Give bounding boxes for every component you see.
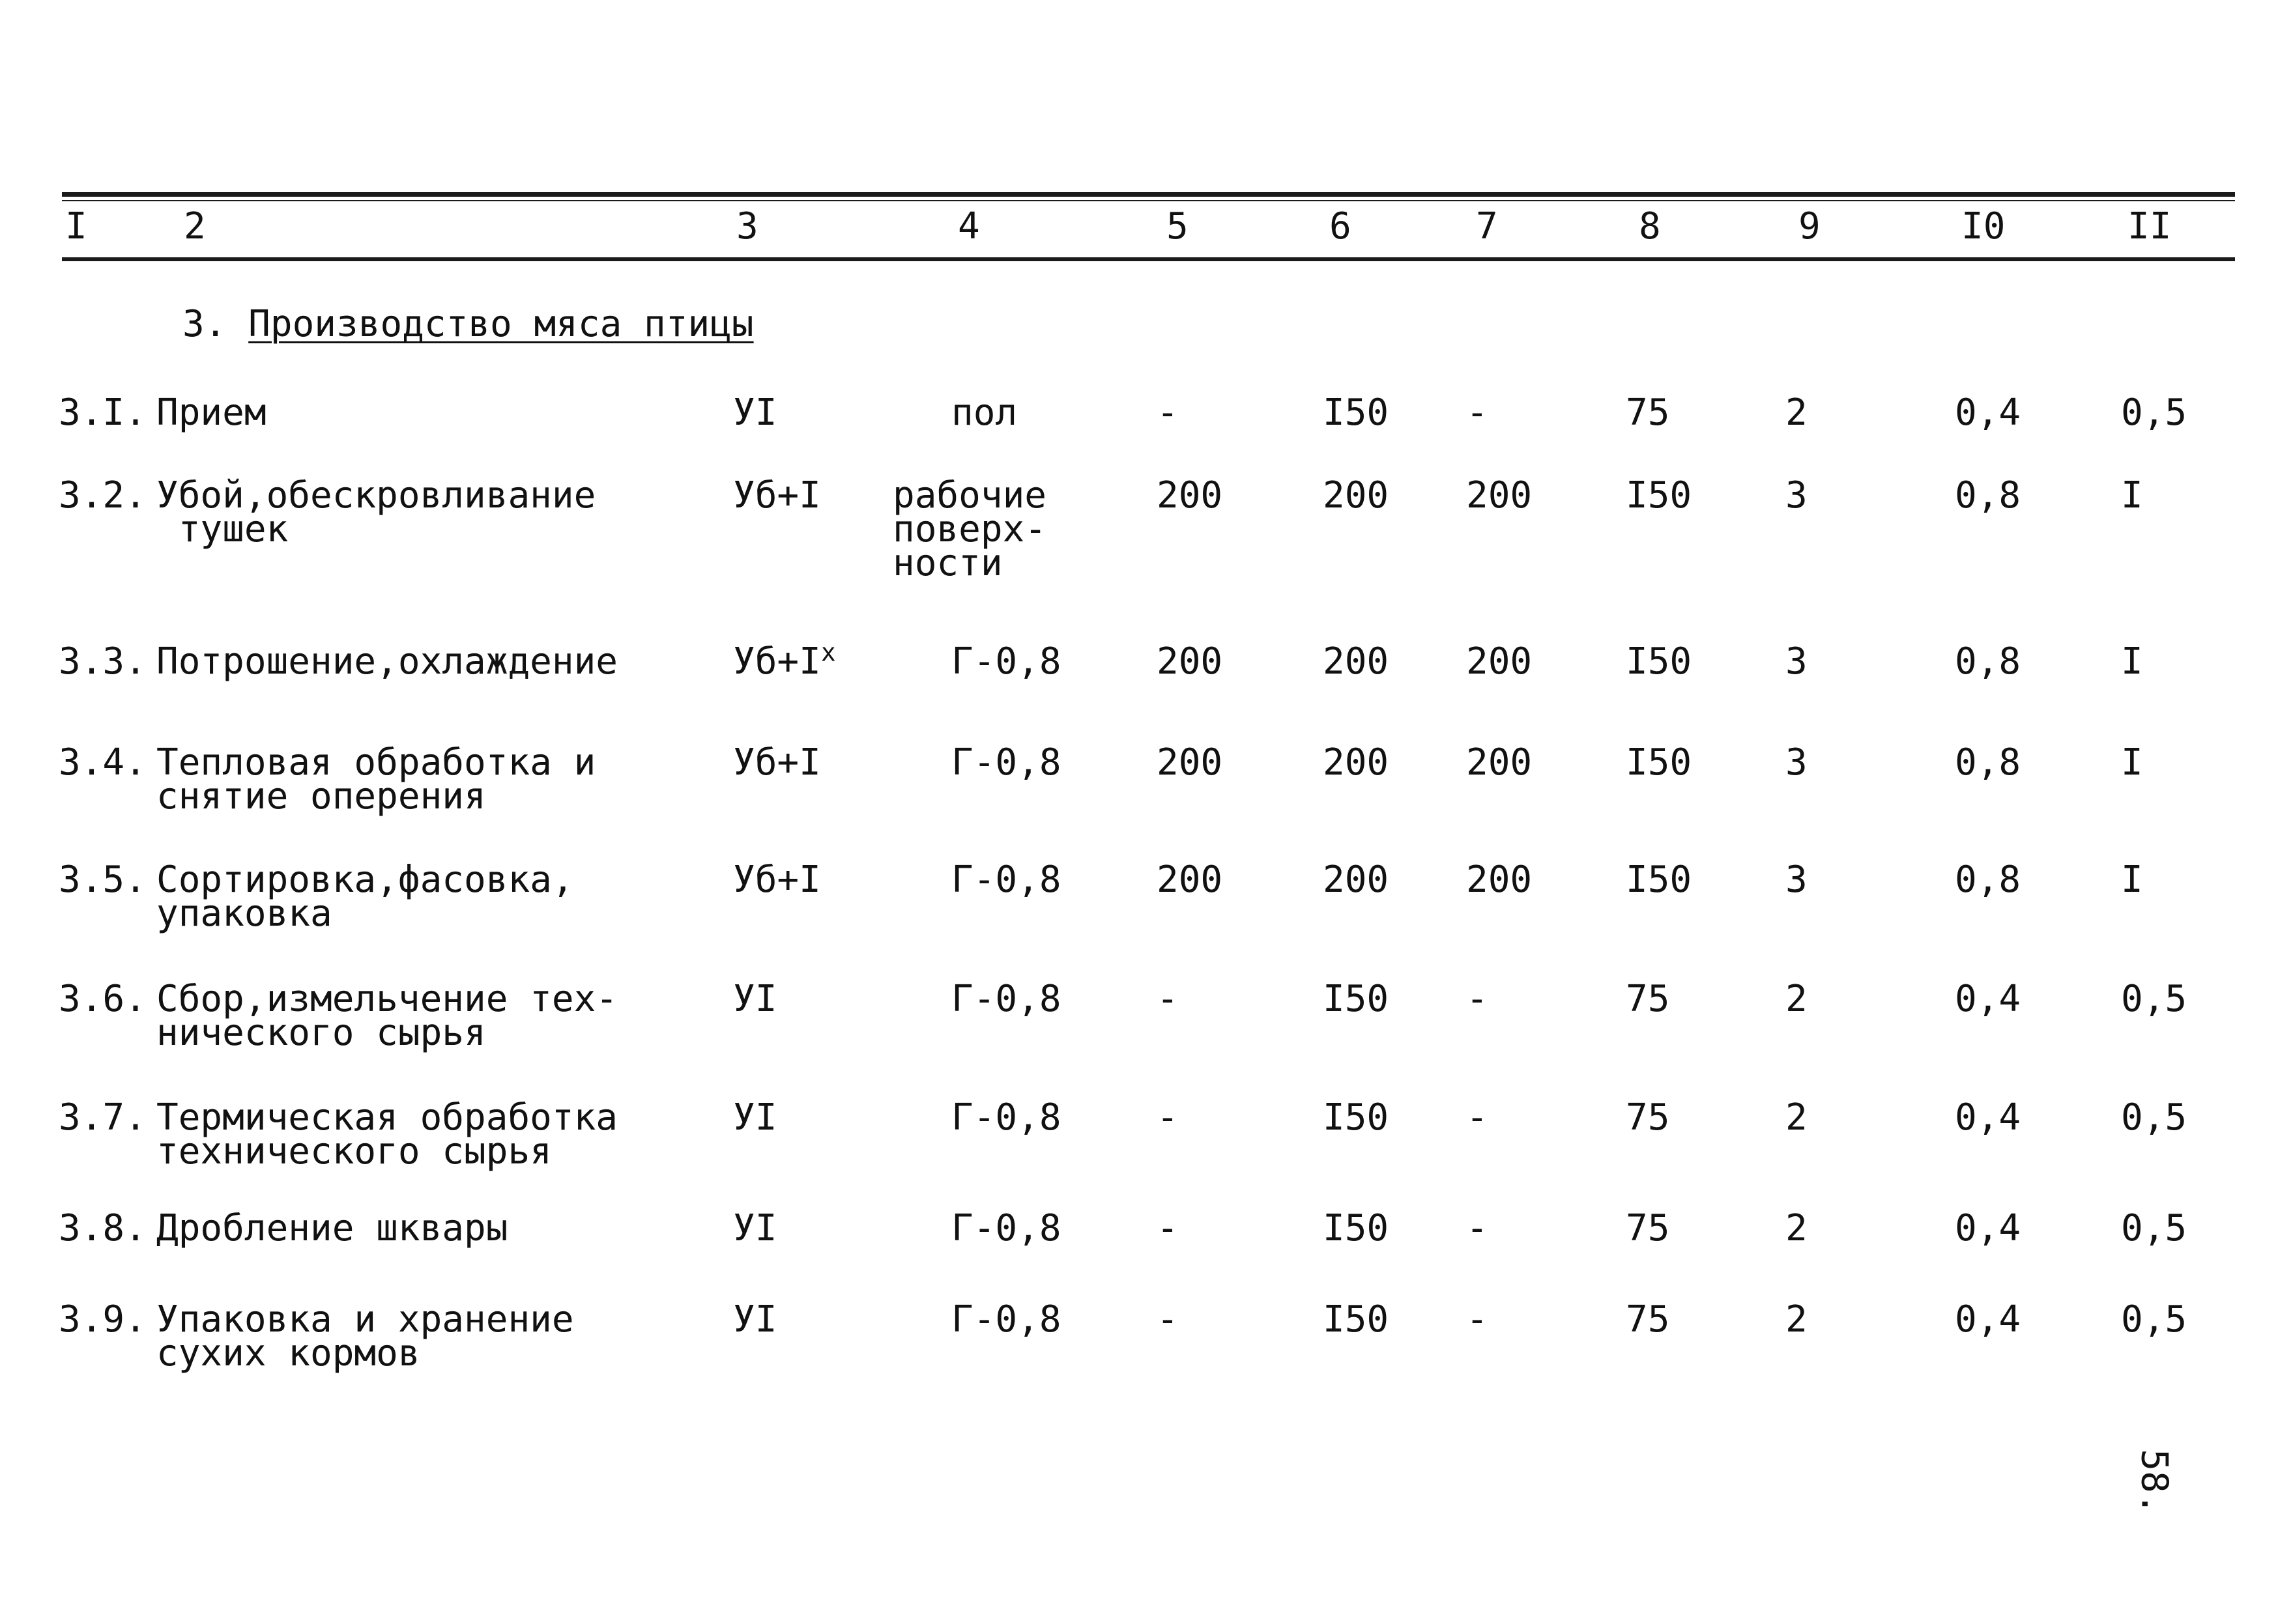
- cell-col-4: пол: [951, 392, 1018, 434]
- cell-col-10: 0,4: [1955, 392, 2021, 434]
- row-number: 3.I.: [59, 392, 147, 434]
- cell-col-11: I: [2121, 859, 2143, 901]
- cell-col-3: Уб+I: [733, 859, 821, 901]
- cell-col-6: I50: [1323, 1096, 1389, 1139]
- column-header-5: 5: [1166, 205, 1189, 248]
- section-number: 3.: [182, 303, 227, 345]
- cell-col-4: Г-0,8: [951, 741, 1061, 784]
- cell-col-9: 3: [1785, 741, 1808, 784]
- column-header-10: I0: [1961, 205, 2006, 248]
- cell-col-7: 200: [1466, 859, 1533, 901]
- cell-col-6: 200: [1323, 640, 1389, 683]
- cell-col-6: 200: [1323, 741, 1389, 784]
- cell-col-4: Г-0,8: [951, 640, 1061, 683]
- cell-col-5: -: [1157, 1096, 1179, 1139]
- cell-col-5: -: [1157, 392, 1179, 434]
- cell-col-3: УI: [733, 1096, 777, 1139]
- cell-col-5: 200: [1157, 859, 1223, 901]
- column-header-6: 6: [1329, 205, 1351, 248]
- row-name: Сортировка,фасовка, упаковка: [156, 859, 574, 935]
- column-header-8: 8: [1639, 205, 1661, 248]
- column-header-11: II: [2127, 205, 2172, 248]
- cell-col-7: -: [1466, 1096, 1488, 1139]
- page-number: 58.: [2133, 1449, 2176, 1515]
- cell-col-9: 3: [1785, 859, 1808, 901]
- table-top-rule-thin: [62, 200, 2235, 201]
- row-name: Убой,обескровливание тушек: [156, 474, 596, 550]
- cell-col-11: I: [2121, 741, 2143, 784]
- cell-col-5: -: [1157, 1207, 1179, 1249]
- cell-col-4: Г-0,8: [951, 859, 1061, 901]
- cell-col-4: Г-0,8: [951, 1207, 1061, 1249]
- row-number: 3.8.: [59, 1207, 147, 1249]
- cell-col-8: 75: [1626, 392, 1670, 434]
- row-number: 3.5.: [59, 859, 147, 901]
- column-header-2: 2: [184, 205, 206, 248]
- cell-col-7: 200: [1466, 640, 1533, 683]
- cell-col-8: 75: [1626, 1096, 1670, 1139]
- column-header-7: 7: [1476, 205, 1498, 248]
- row-name: Потрошение,охлаждение: [156, 640, 618, 683]
- cell-col-11: 0,5: [2121, 392, 2187, 434]
- row-name: Прием: [156, 392, 267, 434]
- cell-col-5: 200: [1157, 640, 1223, 683]
- cell-col-6: I50: [1323, 1207, 1389, 1249]
- cell-col-11: 0,5: [2121, 1096, 2187, 1139]
- cell-col-11: 0,5: [2121, 1298, 2187, 1341]
- cell-col-5: 200: [1157, 741, 1223, 784]
- cell-col-11: 0,5: [2121, 1207, 2187, 1249]
- row-number: 3.4.: [59, 741, 147, 784]
- cell-col-5: 200: [1157, 474, 1223, 517]
- cell-col-11: 0,5: [2121, 978, 2187, 1020]
- table-top-rule: [62, 192, 2235, 197]
- column-header-1: I: [65, 205, 87, 248]
- column-header-3: 3: [736, 205, 758, 248]
- row-name: Сбор,измельчение тех- нического сырья: [156, 978, 618, 1054]
- row-name: Тепловая обработка и снятие оперения: [156, 741, 596, 818]
- cell-col-7: 200: [1466, 474, 1533, 517]
- cell-col-3: Уб+I: [733, 474, 821, 517]
- row-number: 3.9.: [59, 1298, 147, 1341]
- cell-col-10: 0,4: [1955, 1207, 2021, 1249]
- cell-col-9: 2: [1785, 392, 1808, 434]
- cell-col-10: 0,4: [1955, 978, 2021, 1020]
- cell-col-6: I50: [1323, 1298, 1389, 1341]
- cell-col-7: -: [1466, 392, 1488, 434]
- cell-col-7: -: [1466, 978, 1488, 1020]
- cell-col-8: I50: [1626, 474, 1692, 517]
- row-name: Дробление шквары: [156, 1207, 508, 1249]
- cell-col-3: $Уб+I^x$: [733, 638, 836, 683]
- cell-col-3: УI: [733, 392, 777, 434]
- cell-col-8: 75: [1626, 978, 1670, 1020]
- cell-col-3: УI: [733, 978, 777, 1020]
- cell-col-6: I50: [1323, 978, 1389, 1020]
- row-name: Упаковка и хранение сухих кормов: [156, 1298, 574, 1375]
- section-heading: [182, 301, 754, 348]
- row-number: 3.2.: [59, 474, 147, 517]
- section-title: Производство мяса птицы: [248, 303, 754, 345]
- table-header-rule: [62, 257, 2235, 261]
- cell-col-6: 200: [1323, 859, 1389, 901]
- row-number: 3.6.: [59, 978, 147, 1020]
- cell-col-3: УI: [733, 1298, 777, 1341]
- cell-col-8: 75: [1626, 1298, 1670, 1341]
- cell-col-4: Г-0,8: [951, 978, 1061, 1020]
- cell-col-8: 75: [1626, 1207, 1670, 1249]
- cell-col-10: 0,8: [1955, 859, 2021, 901]
- cell-col-6: 200: [1323, 474, 1389, 517]
- cell-col-9: 3: [1785, 474, 1808, 517]
- cell-col-8: I50: [1626, 741, 1692, 784]
- cell-col-9: 2: [1785, 1207, 1808, 1249]
- cell-col-7: -: [1466, 1298, 1488, 1341]
- cell-col-8: I50: [1626, 859, 1692, 901]
- cell-col-4: Г-0,8: [951, 1298, 1061, 1341]
- cell-col-6: I50: [1323, 392, 1389, 434]
- cell-col-9: 2: [1785, 1096, 1808, 1139]
- cell-col-5: -: [1157, 978, 1179, 1020]
- row-number: 3.3.: [59, 640, 147, 683]
- cell-col-10: 0,4: [1955, 1298, 2021, 1341]
- footnote-mark: x: [820, 638, 836, 667]
- cell-col-10: 0,4: [1955, 1096, 2021, 1139]
- cell-col-8: I50: [1626, 640, 1692, 683]
- cell-col-7: -: [1466, 1207, 1488, 1249]
- cell-col-7: 200: [1466, 741, 1533, 784]
- row-name: Термическая обработка технического сырья: [156, 1096, 618, 1173]
- cell-col-3: УI: [733, 1207, 777, 1249]
- column-header-9: 9: [1798, 205, 1821, 248]
- cell-col-10: 0,8: [1955, 474, 2021, 517]
- cell-col-10: 0,8: [1955, 741, 2021, 784]
- cell-col-4: рабочие поверх- ности: [893, 474, 1047, 584]
- cell-col-5: -: [1157, 1298, 1179, 1341]
- cell-col-11: I: [2121, 640, 2143, 683]
- row-number: 3.7.: [59, 1096, 147, 1139]
- cell-col-11: I: [2121, 474, 2143, 517]
- cell-col-9: 2: [1785, 978, 1808, 1020]
- cell-col-9: 2: [1785, 1298, 1808, 1341]
- cell-col-9: 3: [1785, 640, 1808, 683]
- cell-col-10: 0,8: [1955, 640, 2021, 683]
- column-header-4: 4: [958, 205, 980, 248]
- cell-col-3: Уб+I: [733, 741, 821, 784]
- cell-col-4: Г-0,8: [951, 1096, 1061, 1139]
